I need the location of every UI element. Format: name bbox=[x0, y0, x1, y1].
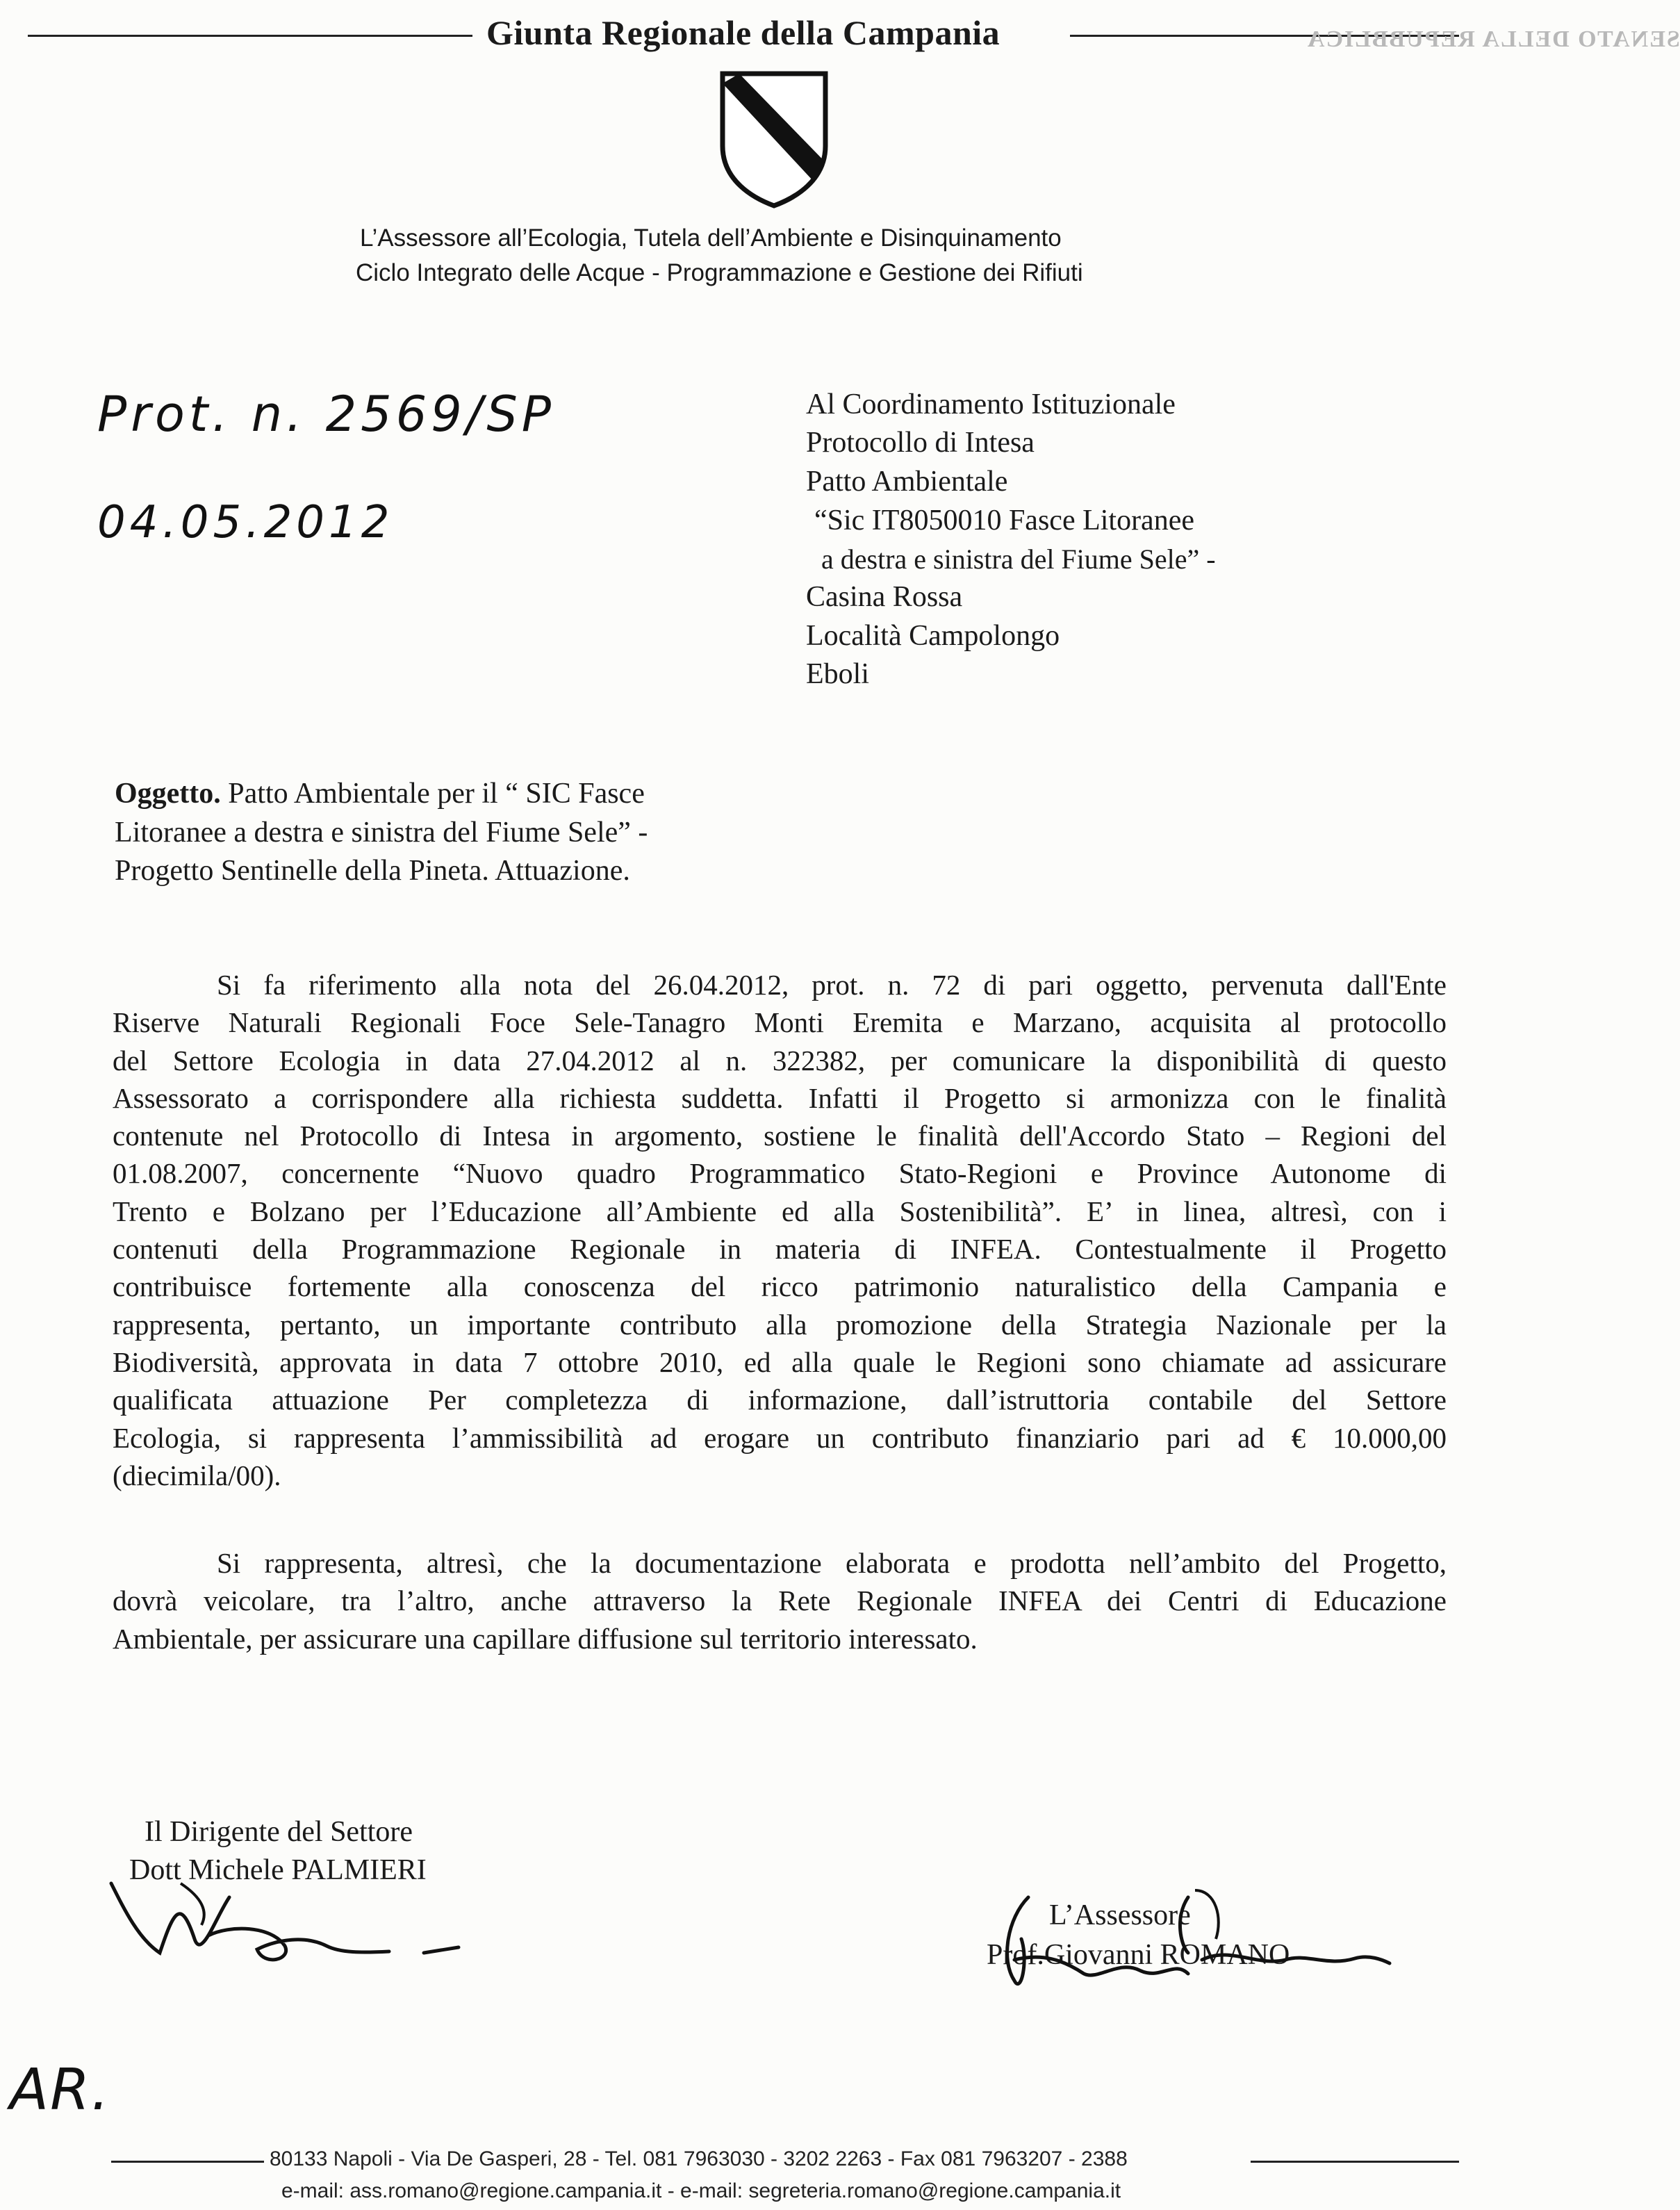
footer-rule-left bbox=[111, 2161, 264, 2163]
body-line: del Settore Ecologia in data 27.04.2012 al n. 322382, per comunicare la disponibilità di questo bbox=[113, 1044, 1447, 1077]
left-signatory-title: Il Dirigente del Settore bbox=[145, 1816, 413, 1848]
bleed-through-text: SENATO DELLA REPUBBLICA bbox=[1306, 26, 1680, 52]
body-line: contenute nel Protocollo di Intesa in argomento, sostiene le finalità dell'Accordo Stato – Regioni del bbox=[113, 1120, 1447, 1152]
body-line: rappresenta, pertanto, un importante contributo alla promozione della Strategia Nazionale per la bbox=[113, 1308, 1447, 1341]
body-paragraph-1 bbox=[113, 966, 1447, 1494]
protocol-date-handwritten: 04.05.2012 bbox=[97, 497, 394, 548]
footer-address: 80133 Napoli - Via De Gasperi, 28 - Tel. 081 7963030 - 3202 2263 - Fax 081 7963207 - 2388 bbox=[270, 2147, 1128, 2170]
body-line: (diecimila/00). bbox=[113, 1459, 281, 1491]
subject-label: Oggetto. bbox=[115, 778, 221, 810]
addressee-line-8: Eboli bbox=[806, 658, 869, 690]
right-handwritten-signature bbox=[980, 1876, 1397, 2002]
subject-line-2: Litoranee a destra e sinistra del Fiume Sele” - bbox=[115, 817, 648, 849]
assessor-office-line2: Ciclo Integrato delle Acque - Programmazione e Gestione dei Rifiuti bbox=[356, 259, 1083, 286]
regional-crest-icon bbox=[718, 69, 830, 208]
body-line: Si fa riferimento alla nota del 26.04.2012, prot. n. 72 di pari oggetto, pervenuta dall'Ente bbox=[217, 969, 1447, 1001]
left-handwritten-signature bbox=[97, 1869, 486, 1981]
right-signatory-title: L’Assessore bbox=[1049, 1899, 1191, 1931]
body-line: qualificata attuazione Per completezza di informazione, dall’istruttoria contabile del Settore bbox=[113, 1384, 1447, 1416]
body-line: Si rappresenta, altresì, che la documentazione elaborata e prodotta nell’ambito del Progetto, bbox=[217, 1547, 1447, 1579]
addressee-line-4: “Sic IT8050010 Fasce Litoranee bbox=[814, 505, 1194, 537]
body-line: Ambientale, per assicurare una capillare diffusione sul territorio interessato. bbox=[113, 1622, 978, 1655]
body-line: Biodiversità, approvata in data 7 ottobre 2010, ed alla quale le Regioni sono chiamate ad assicurare bbox=[113, 1345, 1447, 1378]
addressee-line-5: a destra e sinistra del Fiume Sele” - bbox=[821, 543, 1216, 575]
addressee-line-6: Casina Rossa bbox=[806, 581, 963, 613]
header-title: Giunta Regionale della Campania bbox=[486, 13, 1000, 52]
footer-rule-right bbox=[1251, 2161, 1459, 2163]
handwritten-initials: AR. bbox=[10, 2057, 111, 2123]
footer-email: e-mail: ass.romano@regione.campania.it - e-mail: segreteria.romano@regione.campania.it bbox=[281, 2179, 1121, 2202]
body-line: dovrà veicolare, tra l’altro, anche attraverso la Rete Regionale INFEA dei Centri di Educazione bbox=[113, 1585, 1447, 1617]
protocol-number-handwritten: Prot. n. 2569/SP bbox=[97, 386, 556, 443]
addressee-line-1: Al Coordinamento Istituzionale bbox=[806, 388, 1176, 420]
body-line: Riserve Naturali Regionali Foce Sele-Tanagro Monti Eremita e Marzano, acquisita al protocollo bbox=[113, 1006, 1447, 1039]
body-line: contenuti della Programmazione Regionale in materia di INFEA. Contestualmente il Progetto bbox=[113, 1233, 1447, 1266]
right-signatory-name: Prof.Giovanni ROMANO bbox=[987, 1939, 1290, 1971]
subject-line-1 bbox=[115, 777, 645, 810]
body-line: Ecologia, si rappresenta l’ammissibilità ad erogare un contributo finanziario pari ad € 10.000,00 bbox=[113, 1421, 1447, 1454]
header-rule-left bbox=[28, 35, 472, 37]
addressee-line-2: Protocollo di Intesa bbox=[806, 427, 1035, 459]
subject-text-1: Patto Ambientale per il “ SIC Fasce bbox=[228, 778, 645, 810]
left-signatory-name: Dott Michele PALMIERI bbox=[129, 1854, 427, 1886]
body-paragraph-2 bbox=[113, 1544, 1447, 1658]
body-line: Trento e Bolzano per l’Educazione all’Ambiente ed alla Sostenibilità”. E’ in linea, altresì, con i bbox=[113, 1195, 1447, 1227]
body-line: 01.08.2007, concernente “Nuovo quadro Programmatico Stato-Regioni e Province Autonome di bbox=[113, 1157, 1447, 1190]
addressee-line-7: Località Campolongo bbox=[806, 620, 1060, 652]
body-line: Assessorato a corrispondere alla richiesta suddetta. Infatti il Progetto si armonizza con le finalità bbox=[113, 1081, 1447, 1114]
assessor-office-line1: L’Assessore all’Ecologia, Tutela dell’Ambiente e Disinquinamento bbox=[360, 224, 1062, 252]
subject-line-3: Progetto Sentinelle della Pineta. Attuazione. bbox=[115, 855, 630, 887]
body-line: contribuisce fortemente alla conoscenza del ricco patrimonio naturalistico della Campania e bbox=[113, 1270, 1447, 1303]
addressee-line-3: Patto Ambientale bbox=[806, 466, 1008, 498]
